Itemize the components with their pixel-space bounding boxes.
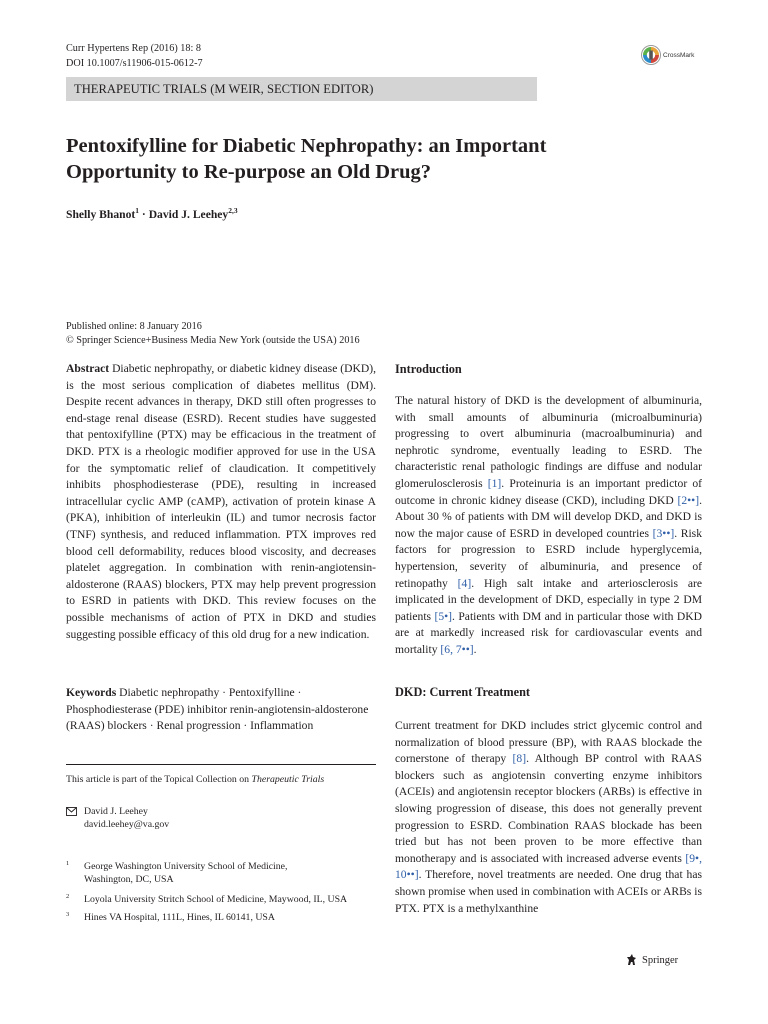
affiliation-line: Loyola University Stritch School of Medicine, Maywood, IL, USA [84, 894, 348, 905]
envelope-icon [66, 807, 77, 821]
section-heading-bar: THERAPEUTIC TRIALS (M WEIR, SECTION EDITOR) [66, 77, 537, 101]
citation-link[interactable]: [9•, 10••] [395, 851, 702, 882]
intro-text: The natural history of DKD is the development of albuminuria, with small amounts of albuminuria (microalbuminuria) progressing to overt albuminuria (macroalbuminuria) and nephrotic syndrome, eventually leading to ESRD. The characteristic renal pathologic findings are diffuse and nodular glomerulosclerosis [395, 394, 702, 490]
author-name[interactable]: David J. Leehey [148, 208, 229, 221]
treatment-heading: DKD: Current Treatment [395, 685, 531, 699]
title-line-1: Pentoxifylline for Diabetic Nephropathy: an Important [66, 135, 547, 157]
affiliation-line: George Washington University School of Medicine, [84, 861, 288, 872]
crossmark-icon [641, 44, 661, 66]
author-list [66, 206, 238, 221]
copyright-line: © Springer Science+Business Media New York (outside the USA) 2016 [66, 334, 360, 346]
keywords-label: Keywords [66, 686, 117, 699]
affiliation-1 [0, 858, 400, 885]
intro-text: . [473, 642, 477, 656]
journal-citation: Curr Hypertens Rep (2016) 18: 8 [66, 43, 201, 54]
affiliation-line: Hines VA Hospital, 111L, Hines, IL 60141, USA [84, 912, 275, 923]
keywords [66, 685, 376, 735]
treatment-text: Current treatment for DKD includes strict glycemic control and normalization of blood pressure (BP), with RAAS blockade the cornerstone of therapy [395, 719, 702, 766]
doi[interactable]: DOI 10.1007/s11906-015-0612-7 [66, 58, 203, 69]
publisher-logo [625, 953, 678, 967]
intro-text: . Risk factors for progression to ESRD include hyperglycemia, hypertension, severity of albuminuria, and presence of retinopathy [395, 526, 702, 590]
collection-note [66, 774, 324, 786]
footnote-divider [66, 764, 376, 765]
crossmark-badge[interactable] [641, 44, 694, 66]
citation-link[interactable]: [2••] [677, 493, 700, 507]
title-line-2: Opportunity to Re-purpose an Old Drug? [66, 161, 432, 183]
citation-link[interactable]: [4] [457, 576, 472, 590]
introduction-paragraph [395, 393, 702, 659]
contact-name: David J. Leehey [84, 806, 148, 817]
publication-info [66, 320, 360, 347]
article-title [66, 133, 666, 185]
affiliation-number: 3 [66, 911, 70, 918]
treatment-text: . Although BP control with RAAS blockers such as angiotensin converting enzyme inhibitors (ACEIs) and angiotensin receptor blockers (ARBs) is effective in slowing progression of disease, this does not generally prevent progression to ESRD. Combination RAAS blockade has been tried but has not been proven to be more effective than monotherapy and is associated with increased adverse events [395, 752, 702, 865]
intro-text: . Patients with DM and in particular those with DKD are at markedly increased risk for cardiovascular events and mortality [395, 609, 702, 656]
citation-link[interactable]: [3••] [652, 526, 675, 540]
publisher-name: Springer [642, 954, 679, 966]
intro-text: . Proteinuria is an important predictor of outcome in chronic kidney disease (CKD), including DKD [395, 476, 703, 507]
author-separator: · [139, 208, 149, 221]
affiliation-line: Washington, DC, USA [84, 873, 174, 885]
affiliation-number: 2 [66, 893, 70, 900]
contact-email[interactable]: david.leehey@va.gov [84, 818, 170, 830]
author-name[interactable]: Shelly Bhanot [66, 208, 136, 221]
citation-link[interactable]: [1] [487, 476, 502, 490]
citation-link[interactable]: [8] [512, 752, 527, 766]
intro-text: . High salt intake and arteriosclerosis are implicated in the development of DKD, especially in type 2 DM patients [395, 576, 702, 623]
treatment-text: . Therefore, novel treatments are needed. One drug that has shown promise when used in combination with ACEIs or ARBs is PTX. PTX is a methylxanthine [395, 868, 702, 915]
keywords-text: Diabetic nephropathy · Pentoxifylline · Phosphodiesterase (PDE) inhibitor renin-angiotensin-aldosterone (RAAS) blockers · Renal progression · Inflammation [66, 686, 369, 733]
collection-name[interactable]: Therapeutic Trials [251, 774, 325, 785]
crossmark-label: CrossMark [663, 51, 695, 59]
author-affiliation-sup: 2,3 [228, 206, 238, 215]
published-date: Published online: 8 January 2016 [66, 321, 202, 332]
treatment-paragraph [395, 718, 702, 917]
abstract-label: Abstract [66, 362, 110, 375]
author-affiliation-sup: 1 [135, 206, 140, 215]
affiliation-number: 1 [66, 860, 70, 867]
corresponding-author [66, 806, 366, 831]
citation-link[interactable]: [5•] [434, 609, 453, 623]
introduction-heading: Introduction [395, 362, 462, 376]
citation-link[interactable]: [6, 7••] [440, 642, 474, 656]
springer-horse-icon [625, 953, 639, 967]
abstract-text: Diabetic nephropathy, or diabetic kidney disease (DKD), is the most serious complication of diabetes mellitus (DM). Despite recent advances in therapy, DKD still often progresses to end-stage renal disease (ESRD). Recent studies have suggested that pentoxifylline (PTX) may be efficacious in the treatment of DKD. PTX is a rheologic modifier approved for use in the USA for the symptomatic relief of claudication. It competitively inhibits phosphodiesterase (PDE), resulting in increased intracellular cyclic AMP (cAMP), activation of protein kinase A (PKA), inhibition of interleukin (IL) and tumor necrosis factor (TNF) synthesis, and reduced inflammation. PTX improves red blood cell deformability, reduces blood viscosity, and decreases platelet aggregation. In combination with renin-angiotensin-aldosterone (RAAS) blockers, PTX may help prevent progression to ESRD in patients with DKD. This review focuses on the possible mechanisms of action of PTX in DKD and studies suggesting possible efficacy of this old drug for a new indication. [66, 362, 376, 641]
affiliation-3 [0, 909, 400, 923]
intro-text: . About 30 % of patients with DM will develop DKD, and DKD is now the major cause of ESRD in developed countries [395, 493, 702, 540]
collection-note-prefix: This article is part of the Topical Collection on [66, 774, 252, 785]
affiliation-2 [0, 891, 400, 905]
abstract [66, 361, 376, 643]
